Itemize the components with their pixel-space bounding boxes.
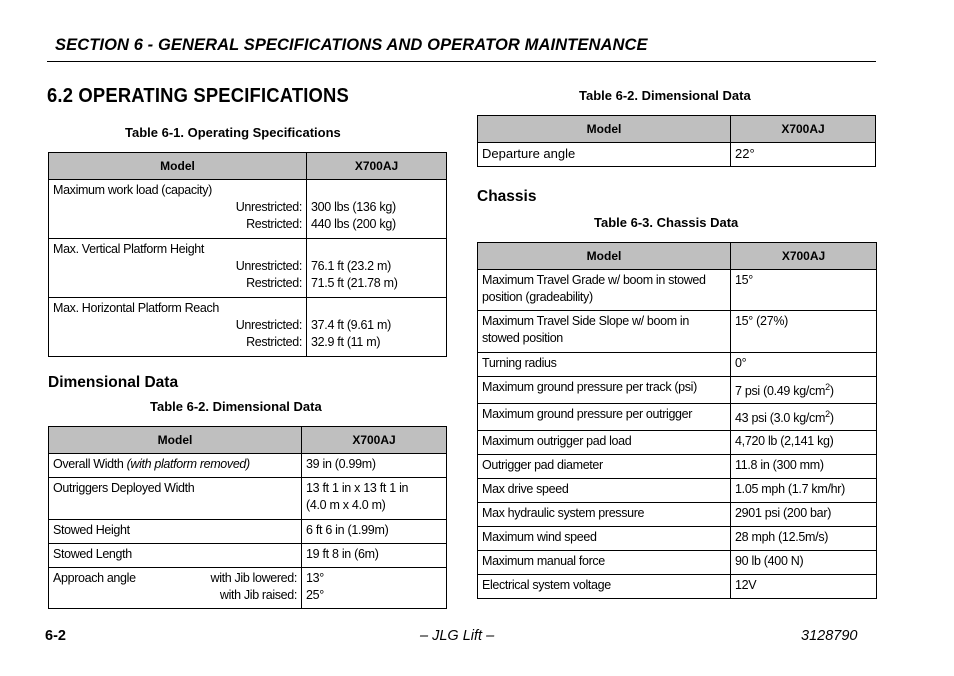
dimensional-data-heading: Dimensional Data	[48, 374, 179, 391]
column-header-x700aj: X700AJ	[731, 116, 876, 143]
spec-value: 13°	[306, 571, 325, 585]
spec-label: Overall Width	[53, 457, 127, 471]
spec-label: Max. Horizontal Platform Reach	[53, 301, 219, 315]
spec-value: 71.5 ft (21.78 m)	[311, 276, 398, 290]
spec-label: Stowed Length	[49, 544, 302, 568]
condition-label: with Jib raised:	[219, 588, 297, 602]
table-row	[478, 431, 877, 455]
condition-label: Unrestricted:	[235, 318, 302, 332]
spec-label: Turning radius	[478, 353, 731, 377]
spec-value: (4.0 m x 4.0 m)	[306, 498, 386, 512]
column-header-model: Model	[49, 427, 302, 454]
spec-value: 4,720 lb (2,141 kg)	[731, 431, 877, 455]
column-header-model: Model	[478, 243, 731, 270]
column-header-x700aj: X700AJ	[307, 153, 447, 180]
table-row	[478, 575, 877, 599]
table-6-1-caption: Table 6-1. Operating Specifications	[125, 125, 341, 140]
table-row	[478, 353, 877, 377]
spec-value: 13 ft 1 in x 13 ft 1 in	[306, 481, 409, 495]
table-row	[49, 478, 447, 520]
table-row	[49, 298, 447, 357]
spec-value: 12V	[731, 575, 877, 599]
condition-label: with Jib lowered:	[210, 571, 297, 585]
spec-label: Max hydraulic system pressure	[478, 503, 731, 527]
spec-label: Maximum Travel Side Slope w/ boom in stowed position	[478, 311, 731, 353]
table-row	[478, 404, 877, 431]
table-row	[49, 180, 447, 239]
table-row	[49, 239, 447, 298]
spec-value: 11.8 in (300 mm)	[731, 455, 877, 479]
section-title: SECTION 6 - GENERAL SPECIFICATIONS AND OPERATOR MAINTENANCE	[55, 36, 648, 54]
spec-note: (with platform removed)	[126, 457, 250, 471]
spec-label: Outrigger pad diameter	[478, 455, 731, 479]
column-header-model: Model	[478, 116, 731, 143]
footer-brand: – JLG Lift –	[420, 628, 495, 644]
spec-value: 7 psi (0.49 kg/cm	[735, 384, 826, 399]
spec-label: Approach angle	[53, 571, 136, 585]
spec-value: 39 in (0.99m)	[302, 454, 447, 478]
spec-value: 1.05 mph (1.7 km/hr)	[731, 479, 877, 503]
dimensional-data-table	[48, 426, 447, 609]
page-heading: 6.2 OPERATING SPECIFICATIONS	[47, 85, 349, 107]
table-row	[49, 454, 447, 478]
table-row	[478, 377, 877, 404]
spec-value: 15° (27%)	[731, 311, 877, 353]
spec-value: 90 lb (400 N)	[731, 551, 877, 575]
spec-label: Maximum ground pressure per outrigger	[478, 404, 731, 431]
spec-value-tail: )	[829, 411, 834, 426]
spec-value: 300 lbs (136 kg)	[311, 200, 396, 214]
spec-label: Maximum manual force	[478, 551, 731, 575]
spec-label: Stowed Height	[49, 520, 302, 544]
spec-value: 15°	[731, 270, 877, 311]
spec-label: Electrical system voltage	[478, 575, 731, 599]
spec-value: 2901 psi (200 bar)	[731, 503, 877, 527]
spec-value-tail: )	[829, 384, 834, 399]
condition-label: Unrestricted:	[235, 200, 302, 214]
spec-value: 22°	[731, 143, 876, 167]
table-row	[478, 311, 877, 353]
table-row	[478, 270, 877, 311]
table-row	[478, 527, 877, 551]
column-header-x700aj: X700AJ	[731, 243, 877, 270]
spec-value: 19 ft 8 in (6m)	[302, 544, 447, 568]
spec-label: Maximum wind speed	[478, 527, 731, 551]
operating-specifications-table	[48, 152, 447, 357]
condition-label: Unrestricted:	[235, 259, 302, 273]
spec-label: Maximum outrigger pad load	[478, 431, 731, 455]
document-number: 3128790	[801, 628, 858, 644]
spec-label: Maximum ground pressure per track (psi)	[478, 377, 731, 404]
table-row	[49, 568, 447, 609]
table-row	[478, 503, 877, 527]
spec-value: 43 psi (3.0 kg/cm	[735, 411, 826, 426]
column-header-model: Model	[49, 153, 307, 180]
condition-label: Restricted:	[246, 217, 302, 231]
spec-label: Max drive speed	[478, 479, 731, 503]
column-header-x700aj: X700AJ	[302, 427, 447, 454]
spec-value: 0°	[731, 353, 877, 377]
table-row	[478, 551, 877, 575]
spec-value: 32.9 ft (11 m)	[311, 335, 381, 349]
table-row	[478, 455, 877, 479]
table-6-3-caption: Table 6-3. Chassis Data	[594, 215, 739, 230]
spec-value: 25°	[306, 588, 325, 602]
dimensional-data-continued-table	[477, 115, 876, 167]
superscript: 2	[825, 409, 830, 420]
spec-label: Maximum Travel Grade w/ boom in stowed position (gradeability)	[478, 270, 731, 311]
chassis-heading: Chassis	[477, 188, 537, 205]
condition-label: Restricted:	[246, 335, 302, 349]
chassis-data-table	[477, 242, 877, 599]
spec-value: 37.4 ft (9.61 m)	[311, 318, 391, 332]
spec-value: 28 mph (12.5m/s)	[731, 527, 877, 551]
table-6-2-caption: Table 6-2. Dimensional Data	[150, 399, 322, 414]
table-row	[478, 479, 877, 503]
spec-value: 76.1 ft (23.2 m)	[311, 259, 391, 273]
table-row	[49, 544, 447, 568]
spec-label: Outriggers Deployed Width	[49, 478, 302, 520]
page-number: 6-2	[45, 628, 66, 644]
table-row	[478, 143, 876, 167]
table-6-2-continued-caption: Table 6-2. Dimensional Data	[579, 88, 751, 103]
header-rule	[47, 61, 876, 62]
table-row	[49, 520, 447, 544]
spec-value: 6 ft 6 in (1.99m)	[302, 520, 447, 544]
spec-label: Departure angle	[478, 143, 731, 167]
spec-label: Max. Vertical Platform Height	[53, 242, 205, 256]
condition-label: Restricted:	[246, 276, 302, 290]
spec-value: 440 lbs (200 kg)	[311, 217, 396, 231]
spec-label: Maximum work load (capacity)	[53, 183, 212, 197]
superscript: 2	[825, 382, 830, 392]
